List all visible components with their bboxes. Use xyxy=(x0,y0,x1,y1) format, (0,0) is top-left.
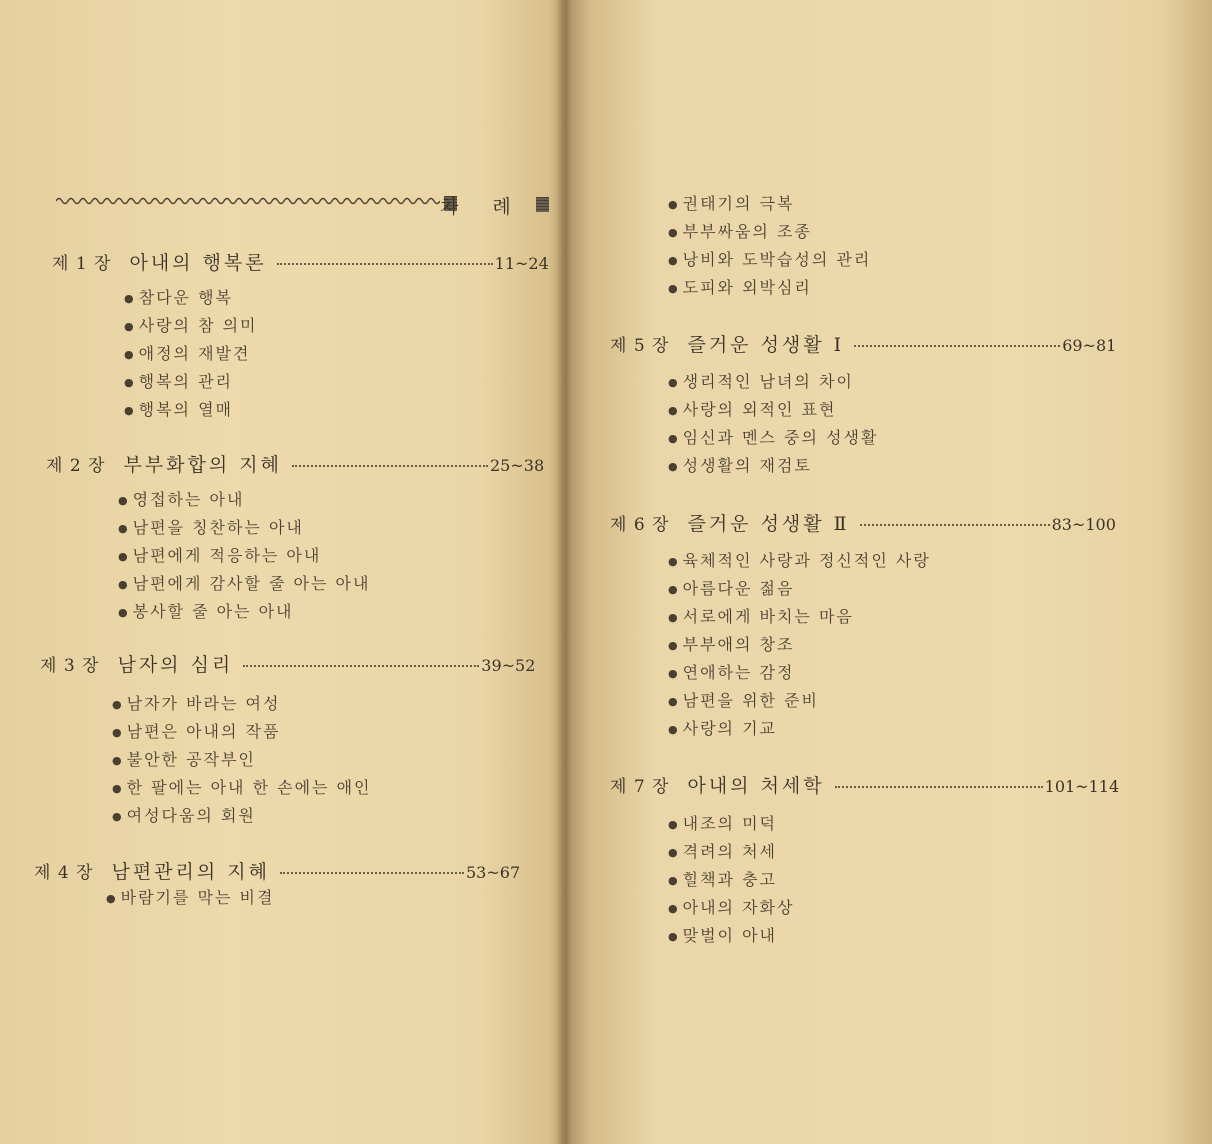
chapter-3-items xyxy=(112,690,372,830)
toc-item: ● 맞벌이 아내 xyxy=(668,926,777,945)
chapter-title: 부부화합의 지혜 xyxy=(123,454,282,476)
toc-item: ● 힐책과 충고 xyxy=(668,870,777,889)
bullet-icon: ● xyxy=(124,320,136,333)
toc-item: ● 아름다운 젊음 xyxy=(668,579,795,598)
bullet-icon: ● xyxy=(668,846,680,859)
chapter-2-items xyxy=(118,486,370,626)
bullet-icon: ● xyxy=(118,606,130,619)
leader-dots xyxy=(243,665,479,667)
bullet-icon: ● xyxy=(668,874,680,887)
title-marker-right xyxy=(536,197,549,212)
bullet-icon: ● xyxy=(668,254,680,267)
chapter-title: 남자의 심리 xyxy=(117,654,234,676)
bullet-icon: ● xyxy=(112,782,124,795)
toc-item: ● 불안한 공작부인 xyxy=(112,750,256,769)
leader-dots xyxy=(854,345,1060,347)
bullet-icon: ● xyxy=(668,611,680,624)
chapter-title: 아내의 행복론 xyxy=(129,252,267,274)
leader-dots xyxy=(277,263,493,265)
toc-item: ● 남편을 칭찬하는 아내 xyxy=(118,518,304,537)
chapter-4-heading xyxy=(34,857,520,884)
chapter-number: 제 4 장 xyxy=(34,863,94,883)
toc-item: ● 여성다움의 회원 xyxy=(112,806,256,825)
toc-item: ● 사랑의 기교 xyxy=(668,719,777,738)
leader-dots xyxy=(860,524,1050,526)
toc-item: ● 내조의 미덕 xyxy=(668,814,777,833)
chapter-number: 제 2 장 xyxy=(46,456,106,476)
bullet-icon: ● xyxy=(668,695,680,708)
bullet-icon: ● xyxy=(668,460,680,473)
toc-item: ● 임신과 멘스 중의 성생활 xyxy=(668,428,879,447)
toc-item: ● 남편을 위한 준비 xyxy=(668,691,819,710)
toc-item: ● 참다운 행복 xyxy=(124,288,233,307)
chapter-6-heading xyxy=(610,509,1116,536)
bullet-icon: ● xyxy=(668,198,680,211)
toc-item: ● 남편에게 감사할 줄 아는 아내 xyxy=(118,574,371,593)
bullet-icon: ● xyxy=(124,376,136,389)
bullet-icon: ● xyxy=(124,404,136,417)
bullet-icon: ● xyxy=(118,522,130,535)
leader-dots xyxy=(280,872,464,874)
leader-dots xyxy=(292,465,488,467)
chapter-title: 남편관리의 지혜 xyxy=(111,861,270,883)
chapter-title: 즐거운 성생활 Ⅰ xyxy=(687,334,845,356)
bullet-icon: ● xyxy=(112,754,124,767)
toc-item: ● 격려의 처세 xyxy=(668,842,777,861)
bullet-icon: ● xyxy=(668,555,680,568)
chapter-7-heading xyxy=(610,771,1119,798)
chapter-7-items xyxy=(668,810,794,950)
chapter-4-continued-items xyxy=(668,190,871,302)
chapter-5-heading xyxy=(610,330,1116,357)
toc-item: ● 낭비와 도박습성의 관리 xyxy=(668,250,872,269)
chapter-number: 제 1 장 xyxy=(52,254,112,274)
toc-item: ● 서로에게 바치는 마음 xyxy=(668,607,854,626)
chapter-title: 아내의 처세학 xyxy=(687,775,825,797)
chapter-1-items xyxy=(124,284,258,424)
toc-item: ● 한 팔에는 아내 한 손에는 애인 xyxy=(112,778,372,797)
toc-item: ● 육체적인 사랑과 정신적인 사랑 xyxy=(668,551,931,570)
toc-item: ● 행복의 열매 xyxy=(124,400,233,419)
toc-item: ● 생리적인 남녀의 차이 xyxy=(668,372,854,391)
bullet-icon: ● xyxy=(112,810,124,823)
chapter-number: 제 3 장 xyxy=(40,656,100,676)
bullet-icon: ● xyxy=(118,494,130,507)
wavy-line-ornament xyxy=(56,194,440,208)
toc-item: ● 부부싸움의 조종 xyxy=(668,222,812,241)
bullet-icon: ● xyxy=(668,723,680,736)
chapter-pages: 83~100 xyxy=(1051,515,1116,534)
bullet-icon: ● xyxy=(668,639,680,652)
bullet-icon: ● xyxy=(668,226,680,239)
toc-item: ● 권태기의 극복 xyxy=(668,194,795,213)
chapter-pages: 53~67 xyxy=(466,863,521,882)
chapter-6-items xyxy=(668,547,931,743)
chapter-number: 제 5 장 xyxy=(610,336,670,356)
toc-title: 차 례 xyxy=(440,196,525,218)
toc-item: ● 애정의 재발견 xyxy=(124,344,251,363)
chapter-number: 제 6 장 xyxy=(610,515,670,535)
chapter-title: 즐거운 성생활 Ⅱ xyxy=(687,513,850,535)
toc-item: ● 부부애의 창조 xyxy=(668,635,795,654)
bullet-icon: ● xyxy=(112,726,124,739)
toc-item: ● 행복의 관리 xyxy=(124,372,233,391)
bullet-icon: ● xyxy=(124,348,136,361)
toc-item: ● 아내의 자화상 xyxy=(668,898,795,917)
toc-item: ● 봉사할 줄 아는 아내 xyxy=(118,602,294,621)
toc-item: ● 연애하는 감정 xyxy=(668,663,795,682)
bullet-icon: ● xyxy=(668,930,680,943)
toc-item: ● 남편에게 적응하는 아내 xyxy=(118,546,322,565)
chapter-pages: 69~81 xyxy=(1062,336,1117,355)
toc-item: ● 영접하는 아내 xyxy=(118,490,245,509)
bullet-icon: ● xyxy=(668,583,680,596)
chapter-number: 제 7 장 xyxy=(610,777,670,797)
chapter-2-heading xyxy=(46,450,544,477)
chapter-pages: 11~24 xyxy=(494,254,549,273)
chapter-pages: 39~52 xyxy=(481,656,536,675)
bullet-icon: ● xyxy=(668,902,680,915)
bullet-icon: ● xyxy=(668,432,680,445)
toc-item: ● 남자가 바라는 여성 xyxy=(112,694,281,713)
bullet-icon: ● xyxy=(124,292,136,305)
bullet-icon: ● xyxy=(668,667,680,680)
toc-item: ● 바람기를 막는 비결 xyxy=(106,888,275,907)
bullet-icon: ● xyxy=(106,892,118,905)
bullet-icon: ● xyxy=(118,550,130,563)
chapter-pages: 25~38 xyxy=(490,456,545,475)
bullet-icon: ● xyxy=(668,404,680,417)
bullet-icon: ● xyxy=(668,376,680,389)
chapter-pages: 101~114 xyxy=(1044,777,1120,796)
book-gutter xyxy=(556,0,572,1144)
chapter-4-items xyxy=(106,884,274,912)
toc-item: ● 도피와 외박심리 xyxy=(668,278,812,297)
toc-item: ● 사랑의 외적인 표현 xyxy=(668,400,837,419)
chapter-1-heading xyxy=(52,248,549,275)
chapter-5-items xyxy=(668,368,878,480)
bullet-icon: ● xyxy=(118,578,130,591)
bullet-icon: ● xyxy=(668,818,680,831)
toc-item: ● 남편은 아내의 작품 xyxy=(112,722,281,741)
toc-item: ● 사랑의 참 의미 xyxy=(124,316,258,335)
bullet-icon: ● xyxy=(668,282,680,295)
bullet-icon: ● xyxy=(112,698,124,711)
chapter-3-heading xyxy=(40,650,535,677)
toc-item: ● 성생활의 재검토 xyxy=(668,456,812,475)
leader-dots xyxy=(835,786,1043,788)
